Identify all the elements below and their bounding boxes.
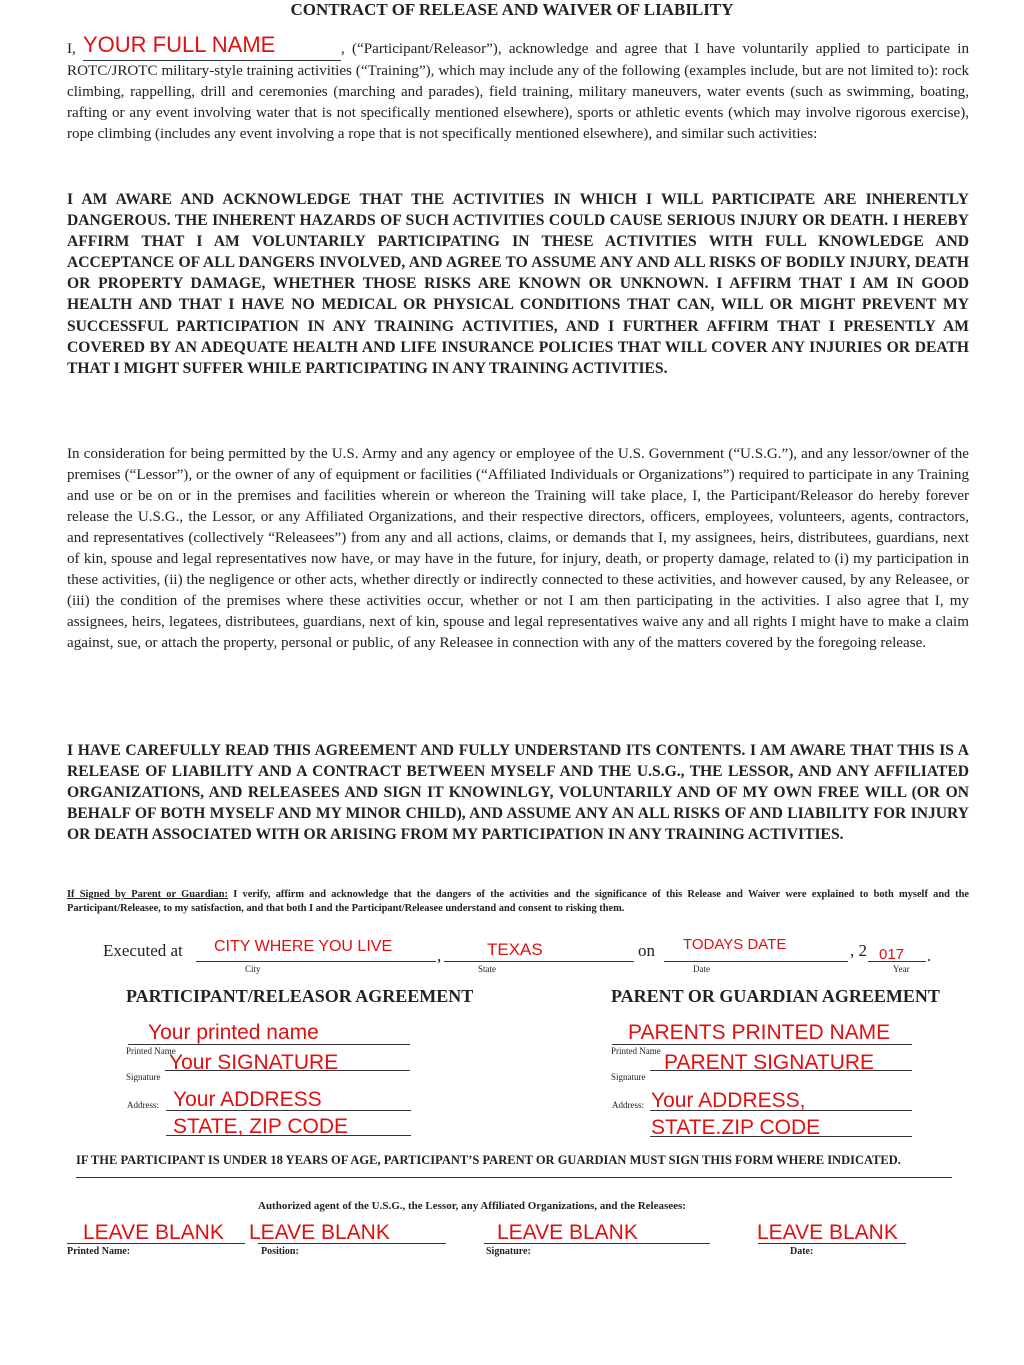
agent-printed-name-instruction[interactable]: LEAVE BLANK	[83, 1221, 224, 1244]
year-prefix: , 2	[850, 941, 867, 960]
executed-at-label: Executed at	[103, 941, 183, 960]
parent-printed-name-instruction[interactable]: PARENTS PRINTED NAME	[628, 1021, 891, 1044]
notice-divider	[76, 1177, 952, 1178]
release-paragraph	[67, 444, 969, 654]
parent-printed-name-line	[612, 1044, 912, 1045]
date-caption: Date	[693, 964, 710, 974]
participant-state-zip-instruction[interactable]: STATE, ZIP CODE	[173, 1115, 349, 1138]
date-instruction[interactable]: TODAYS DATE	[683, 936, 787, 953]
agent-signature-instruction[interactable]: LEAVE BLANK	[497, 1221, 638, 1244]
release-part3: I also agree that I, my assignees, heirs, legatees, distributees, guardians, next of kin, spouse and legal representatives waive any and all rights I might have to make a claim against, sue, or attach the property, personal or public, of any Releasee in connection with any of the matters covered by the foregoing release.	[67, 593, 969, 651]
under-18-notice: IF THE PARTICIPANT IS UNDER 18 YEARS OF AGE, PARTICIPANT’S PARENT OR GUARDIAN MUST SIGN THIS FORM WHERE INDICATED.	[76, 1153, 901, 1167]
comma-1: ,	[437, 946, 442, 965]
parent-address-instruction[interactable]: Your ADDRESS,	[651, 1089, 806, 1112]
on-label: on	[638, 941, 655, 960]
parent-address-label: Address:	[612, 1100, 644, 1110]
state-instruction[interactable]: TEXAS	[487, 940, 543, 959]
agent-signature-label: Signature:	[486, 1246, 531, 1257]
city-caption: City	[245, 964, 261, 974]
date-line	[664, 961, 848, 962]
participant-address-instruction[interactable]: Your ADDRESS	[173, 1088, 322, 1111]
parent-state-zip-instruction[interactable]: STATE.ZIP CODE	[651, 1116, 821, 1139]
participant-signature-label: Signature	[126, 1072, 161, 1082]
city-line	[196, 961, 436, 962]
period: .	[927, 946, 932, 965]
intro-prefix: I,	[67, 41, 84, 57]
parent-agreement-heading: PARENT OR GUARDIAN AGREEMENT	[611, 986, 940, 1006]
participant-printed-name-label: Printed Name	[126, 1046, 176, 1056]
participant-agreement-heading: PARTICIPANT/RELEASOR AGREEMENT	[126, 986, 474, 1006]
agent-printed-name-label: Printed Name:	[67, 1246, 131, 1257]
full-name-instruction[interactable]: YOUR FULL NAME	[83, 32, 276, 57]
parent-printed-name-label: Printed Name	[611, 1046, 661, 1056]
hazard-acknowledgement: I AM AWARE AND ACKNOWLEDGE THAT THE ACTIVITIES IN WHICH I WILL PARTICIPATE ARE INHERENTLY DANGEROUS. THE INHERENT HAZARDS OF SUCH ACTIVITIES COULD CAUSE SERIOUS INJURY OR DEATH. I HEREBY AFFIRM THAT I AM VOLUNTARILY PARTICIPATING IN THESE ACTIVITIES WITH FULL KNOWLEDGE AND ACCEPTANCE OF ALL DANGERS INVOLVED, AND AGREE TO ASSUME ANY AND ALL RISKS OF BODILY INJURY, DEATH OR PROPERTY DAMAGE, WHETHER THOSE RISKS ARE KNOWN OR UNKNOWN. I AFFIRM THAT I AM IN GOOD HEALTH AND THAT I HAVE NO MEDICAL OR PHYSICAL CONDITIONS THAT CAN, WILL OR MIGHT PREVENT MY SUCCESSFUL PARTICIPATION IN ANY TRAINING ACTIVITIES, AND I FURTHER AFFIRM THAT I PRESENTLY AM COVERED BY AN ADEQUATE HEALTH AND LIFE INSURANCE POLICIES THAT WILL COVER ANY INJURIES OR DEATH THAT I MIGHT SUFFER WHILE PARTICIPATING IN ANY TRAINING ACTIVITIES.	[67, 191, 969, 377]
authorized-agent-heading: Authorized agent of the U.S.G., the Lessor, any Affiliated Organizations, and the Releasees:	[258, 1200, 686, 1212]
parent-verify-heading: If Signed by Parent or Guardian:	[67, 889, 228, 900]
city-instruction[interactable]: CITY WHERE YOU LIVE	[214, 938, 393, 955]
participant-printed-name-instruction[interactable]: Your printed name	[148, 1021, 319, 1044]
parent-verify-text: I verify, affirm and acknowledge that the dangers of the activities and the significance of this Release and Waiver were explained to both myself and the Participant/Releasee, to my satisfaction, and that both I and the Participant/Releasee understand and consent to risking them.	[67, 889, 969, 914]
intro-body: , (“Participant/Releasor”), acknowledge and agree that I have voluntarily applied to participate in ROTC/JROTC military-style training activities (“Training”), which may include any of the following (examples include, but are not limited to): rock climbing, rappelling, drill and ceremonies (marching and parades), field training, military maneuvers, water events (such as swimming, boating, rafting or any event involving water that is not specifically mentioned elsewhere), sports or athletic events (which may involve rigorous exercise), rope climbing (includes any event involving a rope that is not specifically mentioned elsewhere), and similar such activities:	[67, 41, 969, 142]
contract-acknowledgement: I HAVE CAREFULLY READ THIS AGREEMENT AND FULLY UNDERSTAND ITS CONTENTS. I AM AWARE THAT THIS IS A RELEASE OF LIABILITY AND A CONTRACT BETWEEN MYSELF AND THE U.S.G., THE LESSOR, AND ANY AFFILIATED ORGANIZATIONS, AND RELEASEES AND SIGN IT KNOWINLGY, VOLUNTARILY AND OF MY OWN FREE WILL (OR ON BEHALF OF BOTH MYSELF AND MY MINOR CHILD), AND ASSUME ANY AN ALL RISKS OF AND LIABILITY FOR INJURY OR DEATH ASSOCIATED WITH OR ARISING FROM MY PARTICIPATION IN ANY TRAINING ACTIVITIES.	[67, 742, 969, 844]
participant-address-label: Address:	[127, 1100, 159, 1110]
participant-printed-name-line	[128, 1044, 410, 1045]
agent-date-label: Date:	[790, 1246, 814, 1257]
state-caption: State	[478, 964, 496, 974]
year-caption: Year	[893, 964, 910, 974]
parent-verify-paragraph	[67, 888, 969, 916]
agent-position-label: Position:	[261, 1246, 299, 1257]
agent-date-instruction[interactable]: LEAVE BLANK	[757, 1221, 898, 1244]
year-instruction[interactable]: 017	[879, 946, 905, 963]
state-line	[444, 961, 634, 962]
parent-signature-instruction[interactable]: PARENT SIGNATURE	[664, 1051, 875, 1074]
document-title: CONTRACT OF RELEASE AND WAIVER OF LIABILITY	[290, 0, 734, 19]
parent-signature-label: Signature	[611, 1072, 646, 1082]
participant-signature-instruction[interactable]: Your SIGNATURE	[169, 1051, 339, 1074]
release-part1: In consideration for being permitted by the U.S. Army and any agency or employee of the U.S. Government (“U.S.G.”), and any lessor/owner of the premises (“Lessor”), or the owner of any of equipment or facilities (“Affiliated Individuals or Organizations”) required to participate in any Training and use or be on or in the premises and facilities wherein or whereon the Training will take place, I, the Participant/Releasor do hereby forever release the U.S.G., the Lessor, or any Affiliated Organizations, and their respective directors, officers, employees, volunteers, agents, contractors, and representatives (collectively “Releasees”) from any and all actions, claims, or demands that I, my assignees, heirs, distributees, guardians, next of kin, spouse and legal representatives now have, or may have in the future, for injury, death, or property damage, related to (i) my participation in these activities, (ii) the negligence or other acts, whether directly or indirectly connected to these activities, and however caused, by any Releasee, or (iii) the condition of the premises where these activities occur, whether or not I am then participating in the activities.	[67, 446, 969, 609]
agent-position-instruction[interactable]: LEAVE BLANK	[249, 1221, 390, 1244]
